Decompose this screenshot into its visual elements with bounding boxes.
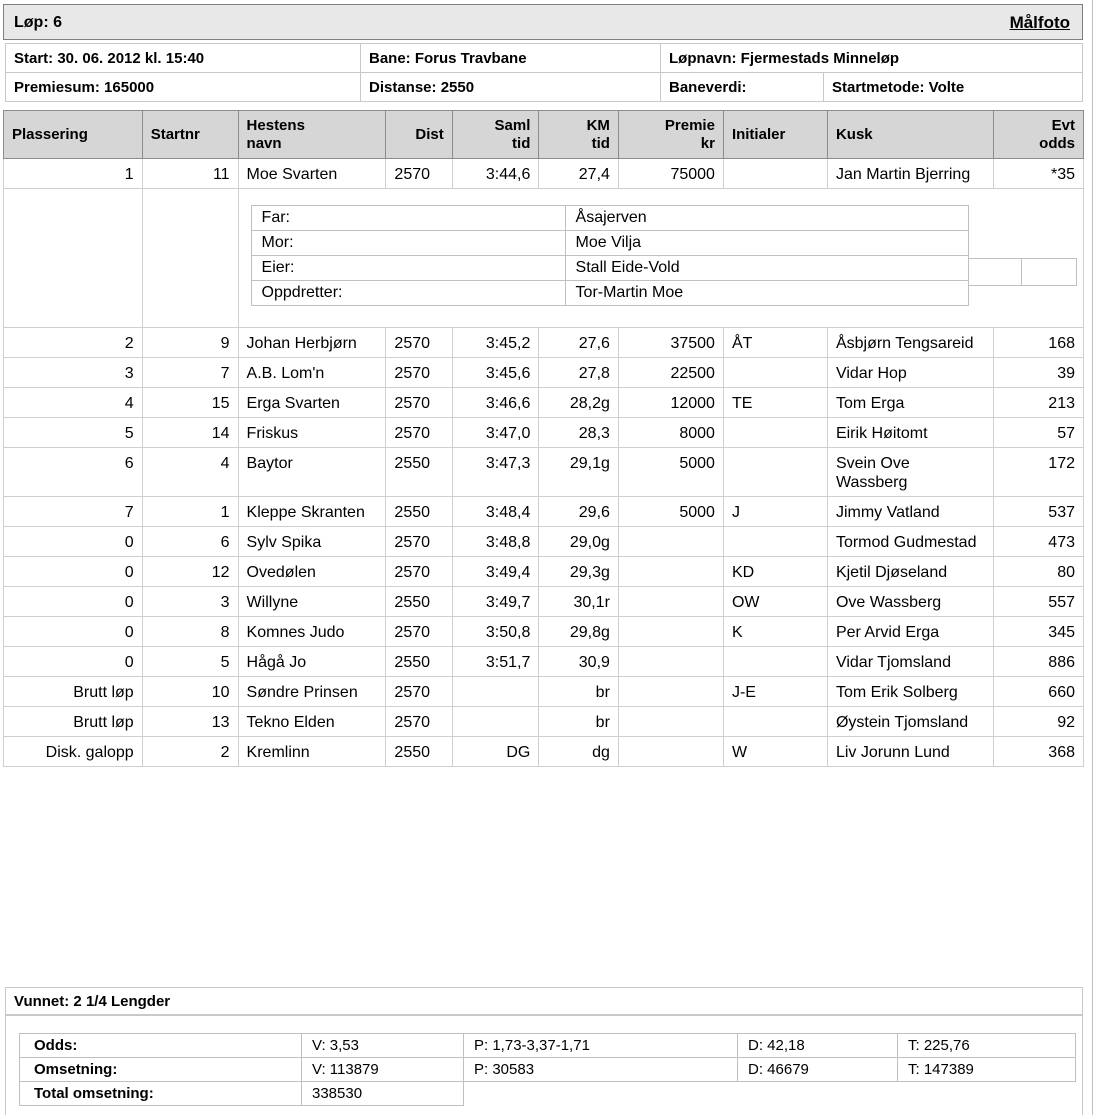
cell-place: 0 bbox=[4, 647, 143, 677]
cell-total-time: 3:49,4 bbox=[452, 557, 539, 587]
cell-km-time: 30,9 bbox=[539, 647, 619, 677]
cell-odds: 557 bbox=[994, 587, 1084, 617]
cell-dist: 2570 bbox=[386, 677, 452, 707]
cell-start-no: 13 bbox=[142, 707, 238, 737]
results-body bbox=[4, 159, 1084, 767]
cell-horse: Hågå Jo bbox=[238, 647, 386, 677]
cell-initials bbox=[723, 418, 827, 448]
cell-place: 0 bbox=[4, 617, 143, 647]
odds-t: T: 225,76 bbox=[898, 1034, 1076, 1058]
race-name: Løpnavn: Fjermestads Minneløp bbox=[661, 44, 1083, 73]
cell-initials: J bbox=[723, 497, 827, 527]
cell-place: 2 bbox=[4, 328, 143, 358]
cell-prize bbox=[618, 647, 723, 677]
cell-initials: ÅT bbox=[723, 328, 827, 358]
track-value: Baneverdi: bbox=[661, 73, 824, 102]
col-header-horse-line2: navn bbox=[246, 134, 282, 152]
odds-p: P: 1,73-3,37-1,71 bbox=[464, 1034, 738, 1058]
col-header-odds-line2: odds bbox=[1039, 134, 1075, 152]
cell-prize bbox=[618, 557, 723, 587]
cell-horse: Kleppe Skranten bbox=[238, 497, 386, 527]
cell-horse: Tekno Elden bbox=[238, 707, 386, 737]
cell-initials bbox=[723, 358, 827, 388]
turnover-label: Omsetning: bbox=[20, 1058, 302, 1082]
cell-driver: Tom Erga bbox=[827, 388, 993, 418]
cell-initials bbox=[723, 527, 827, 557]
cell-dist: 2570 bbox=[386, 388, 452, 418]
cell-driver: Tom Erik Solberg bbox=[827, 677, 993, 707]
empty-cell bbox=[738, 1082, 898, 1106]
cell-place: 1 bbox=[4, 159, 143, 189]
cell-place: 0 bbox=[4, 527, 143, 557]
pedigree-row bbox=[4, 189, 1084, 328]
table-row bbox=[4, 418, 1084, 448]
cell-horse: Baytor bbox=[238, 448, 386, 497]
cell-total-time: 3:47,3 bbox=[452, 448, 539, 497]
table-row bbox=[4, 527, 1084, 557]
cell-odds: 92 bbox=[994, 707, 1084, 737]
cell-total-time bbox=[452, 677, 539, 707]
cell-km-time: 29,0g bbox=[539, 527, 619, 557]
cell-dist: 2570 bbox=[386, 358, 452, 388]
turnover-v: V: 113879 bbox=[302, 1058, 464, 1082]
cell-dist: 2550 bbox=[386, 448, 452, 497]
col-header-place[interactable]: Plassering bbox=[4, 111, 143, 159]
cell-initials: OW bbox=[723, 587, 827, 617]
col-header-km-time[interactable] bbox=[539, 111, 619, 159]
col-header-prize-line2: kr bbox=[700, 134, 715, 152]
cell-place: 3 bbox=[4, 358, 143, 388]
won-by-lengths: Vunnet: 2 1/4 Lengder bbox=[5, 987, 1083, 1015]
race-number: Løp: 6 bbox=[14, 14, 62, 31]
table-row bbox=[4, 647, 1084, 677]
cell-place: 0 bbox=[4, 557, 143, 587]
total-turnover-value: 338530 bbox=[302, 1082, 464, 1106]
table-row bbox=[4, 587, 1084, 617]
cell-horse: Søndre Prinsen bbox=[238, 677, 386, 707]
cell-km-time: 27,8 bbox=[539, 358, 619, 388]
col-header-horse-line1: Hestens bbox=[246, 116, 305, 134]
start-time: Start: 30. 06. 2012 kl. 15:40 bbox=[6, 44, 361, 73]
cell-start-no: 1 bbox=[142, 497, 238, 527]
cell-total-time: 3:51,7 bbox=[452, 647, 539, 677]
col-header-prize[interactable] bbox=[618, 111, 723, 159]
owner-value: Stall Eide-Vold bbox=[565, 256, 968, 281]
odds-table bbox=[19, 1033, 1076, 1106]
cell-driver: Ove Wassberg bbox=[827, 587, 993, 617]
cell-dist: 2570 bbox=[386, 557, 452, 587]
empty-cell bbox=[142, 189, 238, 328]
cell-total-time: 3:47,0 bbox=[452, 418, 539, 448]
cell-total-time: 3:48,8 bbox=[452, 527, 539, 557]
odds-label: Odds: bbox=[20, 1034, 302, 1058]
cell-driver: Vidar Tjomsland bbox=[827, 647, 993, 677]
table-row bbox=[4, 617, 1084, 647]
col-header-dist[interactable]: Dist bbox=[386, 111, 452, 159]
cell-horse: Friskus bbox=[238, 418, 386, 448]
cell-prize: 5000 bbox=[618, 497, 723, 527]
cell-odds: 473 bbox=[994, 527, 1084, 557]
cell-place: Brutt løp bbox=[4, 677, 143, 707]
cell-initials: J-E bbox=[723, 677, 827, 707]
breeder-label: Oppdretter: bbox=[251, 281, 565, 306]
cell-start-no: 8 bbox=[142, 617, 238, 647]
cell-odds: 39 bbox=[994, 358, 1084, 388]
cell-odds: 886 bbox=[994, 647, 1084, 677]
pedigree-breeder-row bbox=[251, 281, 968, 306]
track-name: Bane: Forus Travbane bbox=[361, 44, 661, 73]
distance: Distanse: 2550 bbox=[361, 73, 661, 102]
cell-prize: 5000 bbox=[618, 448, 723, 497]
cell-driver: Øystein Tjomsland bbox=[827, 707, 993, 737]
cell-start-no: 3 bbox=[142, 587, 238, 617]
cell-total-time: 3:46,6 bbox=[452, 388, 539, 418]
cell-dist: 2570 bbox=[386, 527, 452, 557]
page-right-border bbox=[1092, 0, 1093, 1115]
empty-cell bbox=[464, 1082, 738, 1106]
cell-km-time: 27,4 bbox=[539, 159, 619, 189]
table-row bbox=[4, 707, 1084, 737]
empty-cell bbox=[898, 1082, 1076, 1106]
cell-horse: Komnes Judo bbox=[238, 617, 386, 647]
col-header-total-line1: Saml bbox=[494, 116, 531, 134]
cell-km-time: 28,3 bbox=[539, 418, 619, 448]
father-value: Åsajerven bbox=[565, 206, 968, 231]
cell-odds: 80 bbox=[994, 557, 1084, 587]
cell-driver: Jimmy Vatland bbox=[827, 497, 993, 527]
turnover-t: T: 147389 bbox=[898, 1058, 1076, 1082]
cell-start-no: 14 bbox=[142, 418, 238, 448]
col-header-odds-line1: Evt bbox=[1051, 116, 1075, 134]
cell-odds: 213 bbox=[994, 388, 1084, 418]
table-row bbox=[4, 497, 1084, 527]
turnover-d: D: 46679 bbox=[738, 1058, 898, 1082]
table-row bbox=[4, 677, 1084, 707]
cell-driver: Kjetil Djøseland bbox=[827, 557, 993, 587]
prize-sum: Premiesum: 165000 bbox=[6, 73, 361, 102]
cell-horse: Willyne bbox=[238, 587, 386, 617]
cell-driver: Per Arvid Erga bbox=[827, 617, 993, 647]
table-row bbox=[4, 737, 1084, 767]
table-row bbox=[4, 358, 1084, 388]
father-label: Far: bbox=[251, 206, 565, 231]
cell-initials: W bbox=[723, 737, 827, 767]
odds-row bbox=[20, 1034, 1076, 1058]
cell-total-time: 3:48,4 bbox=[452, 497, 539, 527]
cell-dist: 2550 bbox=[386, 737, 452, 767]
pedigree-cell bbox=[238, 189, 1083, 328]
cell-total-time: 3:45,6 bbox=[452, 358, 539, 388]
cell-km-time: 30,1r bbox=[539, 587, 619, 617]
race-info-table bbox=[5, 43, 1083, 102]
mother-label: Mor: bbox=[251, 231, 565, 256]
cell-prize bbox=[618, 617, 723, 647]
cell-driver: Åsbjørn Tengsareid bbox=[827, 328, 993, 358]
cell-driver: Vidar Hop bbox=[827, 358, 993, 388]
table-row bbox=[4, 448, 1084, 497]
cell-horse: Moe Svarten bbox=[238, 159, 386, 189]
cell-initials bbox=[723, 448, 827, 497]
start-method: Startmetode: Volte bbox=[824, 73, 1083, 102]
photo-finish-link[interactable]: Målfoto bbox=[1009, 13, 1070, 32]
race-title-bar bbox=[3, 4, 1083, 40]
cell-odds: 368 bbox=[994, 737, 1084, 767]
cell-start-no: 10 bbox=[142, 677, 238, 707]
cell-dist: 2570 bbox=[386, 707, 452, 737]
cell-odds: 537 bbox=[994, 497, 1084, 527]
cell-start-no: 2 bbox=[142, 737, 238, 767]
col-header-initials[interactable]: Initialer bbox=[723, 111, 827, 159]
cell-horse: Kremlinn bbox=[238, 737, 386, 767]
results-table bbox=[3, 110, 1084, 767]
cell-km-time: 29,8g bbox=[539, 617, 619, 647]
cell-km-time: 29,6 bbox=[539, 497, 619, 527]
cell-total-time bbox=[452, 707, 539, 737]
pedigree-table bbox=[251, 205, 969, 306]
cell-horse: A.B. Lom'n bbox=[238, 358, 386, 388]
cell-driver: Tormod Gudmestad bbox=[827, 527, 993, 557]
cell-dist: 2550 bbox=[386, 587, 452, 617]
empty-cell bbox=[969, 259, 1022, 285]
cell-start-no: 5 bbox=[142, 647, 238, 677]
cell-odds: 345 bbox=[994, 617, 1084, 647]
cell-prize bbox=[618, 707, 723, 737]
col-header-start-no[interactable]: Startnr bbox=[142, 111, 238, 159]
cell-prize bbox=[618, 737, 723, 767]
cell-total-time: 3:49,7 bbox=[452, 587, 539, 617]
empty-cell bbox=[1022, 259, 1076, 285]
table-row bbox=[4, 388, 1084, 418]
cell-total-time: DG bbox=[452, 737, 539, 767]
cell-start-no: 12 bbox=[142, 557, 238, 587]
turnover-row bbox=[20, 1058, 1076, 1082]
cell-dist: 2570 bbox=[386, 418, 452, 448]
cell-dist: 2570 bbox=[386, 328, 452, 358]
cell-place: Disk. galopp bbox=[4, 737, 143, 767]
cell-prize: 75000 bbox=[618, 159, 723, 189]
cell-prize: 37500 bbox=[618, 328, 723, 358]
cell-odds: *35 bbox=[994, 159, 1084, 189]
cell-initials: KD bbox=[723, 557, 827, 587]
pedigree-owner-row bbox=[251, 256, 968, 281]
cell-prize: 22500 bbox=[618, 358, 723, 388]
col-header-horse[interactable] bbox=[238, 111, 386, 159]
cell-initials: TE bbox=[723, 388, 827, 418]
cell-km-time: 28,2g bbox=[539, 388, 619, 418]
cell-place: 7 bbox=[4, 497, 143, 527]
cell-odds: 172 bbox=[994, 448, 1084, 497]
cell-horse: Ovedølen bbox=[238, 557, 386, 587]
mother-value: Moe Vilja bbox=[565, 231, 968, 256]
table-row bbox=[4, 159, 1084, 189]
cell-start-no: 11 bbox=[142, 159, 238, 189]
cell-driver: Svein Ove Wassberg bbox=[827, 448, 993, 497]
cell-place: Brutt løp bbox=[4, 707, 143, 737]
cell-odds: 57 bbox=[994, 418, 1084, 448]
total-turnover-label: Total omsetning: bbox=[20, 1082, 302, 1106]
cell-prize: 12000 bbox=[618, 388, 723, 418]
cell-prize bbox=[618, 527, 723, 557]
cell-total-time: 3:50,8 bbox=[452, 617, 539, 647]
cell-dist: 2550 bbox=[386, 647, 452, 677]
cell-prize bbox=[618, 587, 723, 617]
breeder-value: Tor-Martin Moe bbox=[565, 281, 968, 306]
cell-horse: Sylv Spika bbox=[238, 527, 386, 557]
col-header-driver[interactable]: Kusk bbox=[827, 111, 993, 159]
col-header-km-line1: KM bbox=[586, 116, 610, 134]
pedigree-father-row bbox=[251, 206, 968, 231]
cell-total-time: 3:44,6 bbox=[452, 159, 539, 189]
cell-odds: 660 bbox=[994, 677, 1084, 707]
cell-prize: 8000 bbox=[618, 418, 723, 448]
cell-km-time: 29,3g bbox=[539, 557, 619, 587]
pedigree-extra-cells bbox=[969, 258, 1077, 286]
cell-km-time: 29,1g bbox=[539, 448, 619, 497]
odds-v: V: 3,53 bbox=[302, 1034, 464, 1058]
cell-place: 4 bbox=[4, 388, 143, 418]
cell-prize bbox=[618, 677, 723, 707]
table-row bbox=[4, 557, 1084, 587]
cell-start-no: 7 bbox=[142, 358, 238, 388]
cell-dist: 2570 bbox=[386, 617, 452, 647]
cell-horse: Erga Svarten bbox=[238, 388, 386, 418]
odds-box bbox=[5, 1015, 1083, 1115]
cell-initials bbox=[723, 159, 827, 189]
cell-total-time: 3:45,2 bbox=[452, 328, 539, 358]
owner-label: Eier: bbox=[251, 256, 565, 281]
cell-km-time: dg bbox=[539, 737, 619, 767]
col-header-total-line2: tid bbox=[512, 134, 531, 152]
total-turnover-row bbox=[20, 1082, 1076, 1106]
cell-start-no: 4 bbox=[142, 448, 238, 497]
cell-start-no: 9 bbox=[142, 328, 238, 358]
cell-km-time: br bbox=[539, 677, 619, 707]
col-header-odds[interactable] bbox=[994, 111, 1084, 159]
cell-dist: 2570 bbox=[386, 159, 452, 189]
cell-horse: Johan Herbjørn bbox=[238, 328, 386, 358]
cell-place: 6 bbox=[4, 448, 143, 497]
cell-place: 0 bbox=[4, 587, 143, 617]
cell-km-time: br bbox=[539, 707, 619, 737]
cell-initials: K bbox=[723, 617, 827, 647]
cell-driver: Eirik Høitomt bbox=[827, 418, 993, 448]
pedigree-wrapper bbox=[245, 205, 1083, 309]
results-header-row bbox=[4, 111, 1084, 159]
cell-start-no: 6 bbox=[142, 527, 238, 557]
cell-driver: Liv Jorunn Lund bbox=[827, 737, 993, 767]
odds-d: D: 42,18 bbox=[738, 1034, 898, 1058]
cell-initials bbox=[723, 647, 827, 677]
turnover-p: P: 30583 bbox=[464, 1058, 738, 1082]
cell-initials bbox=[723, 707, 827, 737]
table-row bbox=[4, 328, 1084, 358]
empty-cell bbox=[4, 189, 143, 328]
cell-place: 5 bbox=[4, 418, 143, 448]
cell-km-time: 27,6 bbox=[539, 328, 619, 358]
cell-odds: 168 bbox=[994, 328, 1084, 358]
col-header-total-time[interactable] bbox=[452, 111, 539, 159]
cell-start-no: 15 bbox=[142, 388, 238, 418]
col-header-prize-line1: Premie bbox=[664, 116, 715, 134]
pedigree-mother-row bbox=[251, 231, 968, 256]
col-header-km-line2: tid bbox=[591, 134, 610, 152]
cell-dist: 2550 bbox=[386, 497, 452, 527]
cell-driver: Jan Martin Bjerring bbox=[827, 159, 993, 189]
